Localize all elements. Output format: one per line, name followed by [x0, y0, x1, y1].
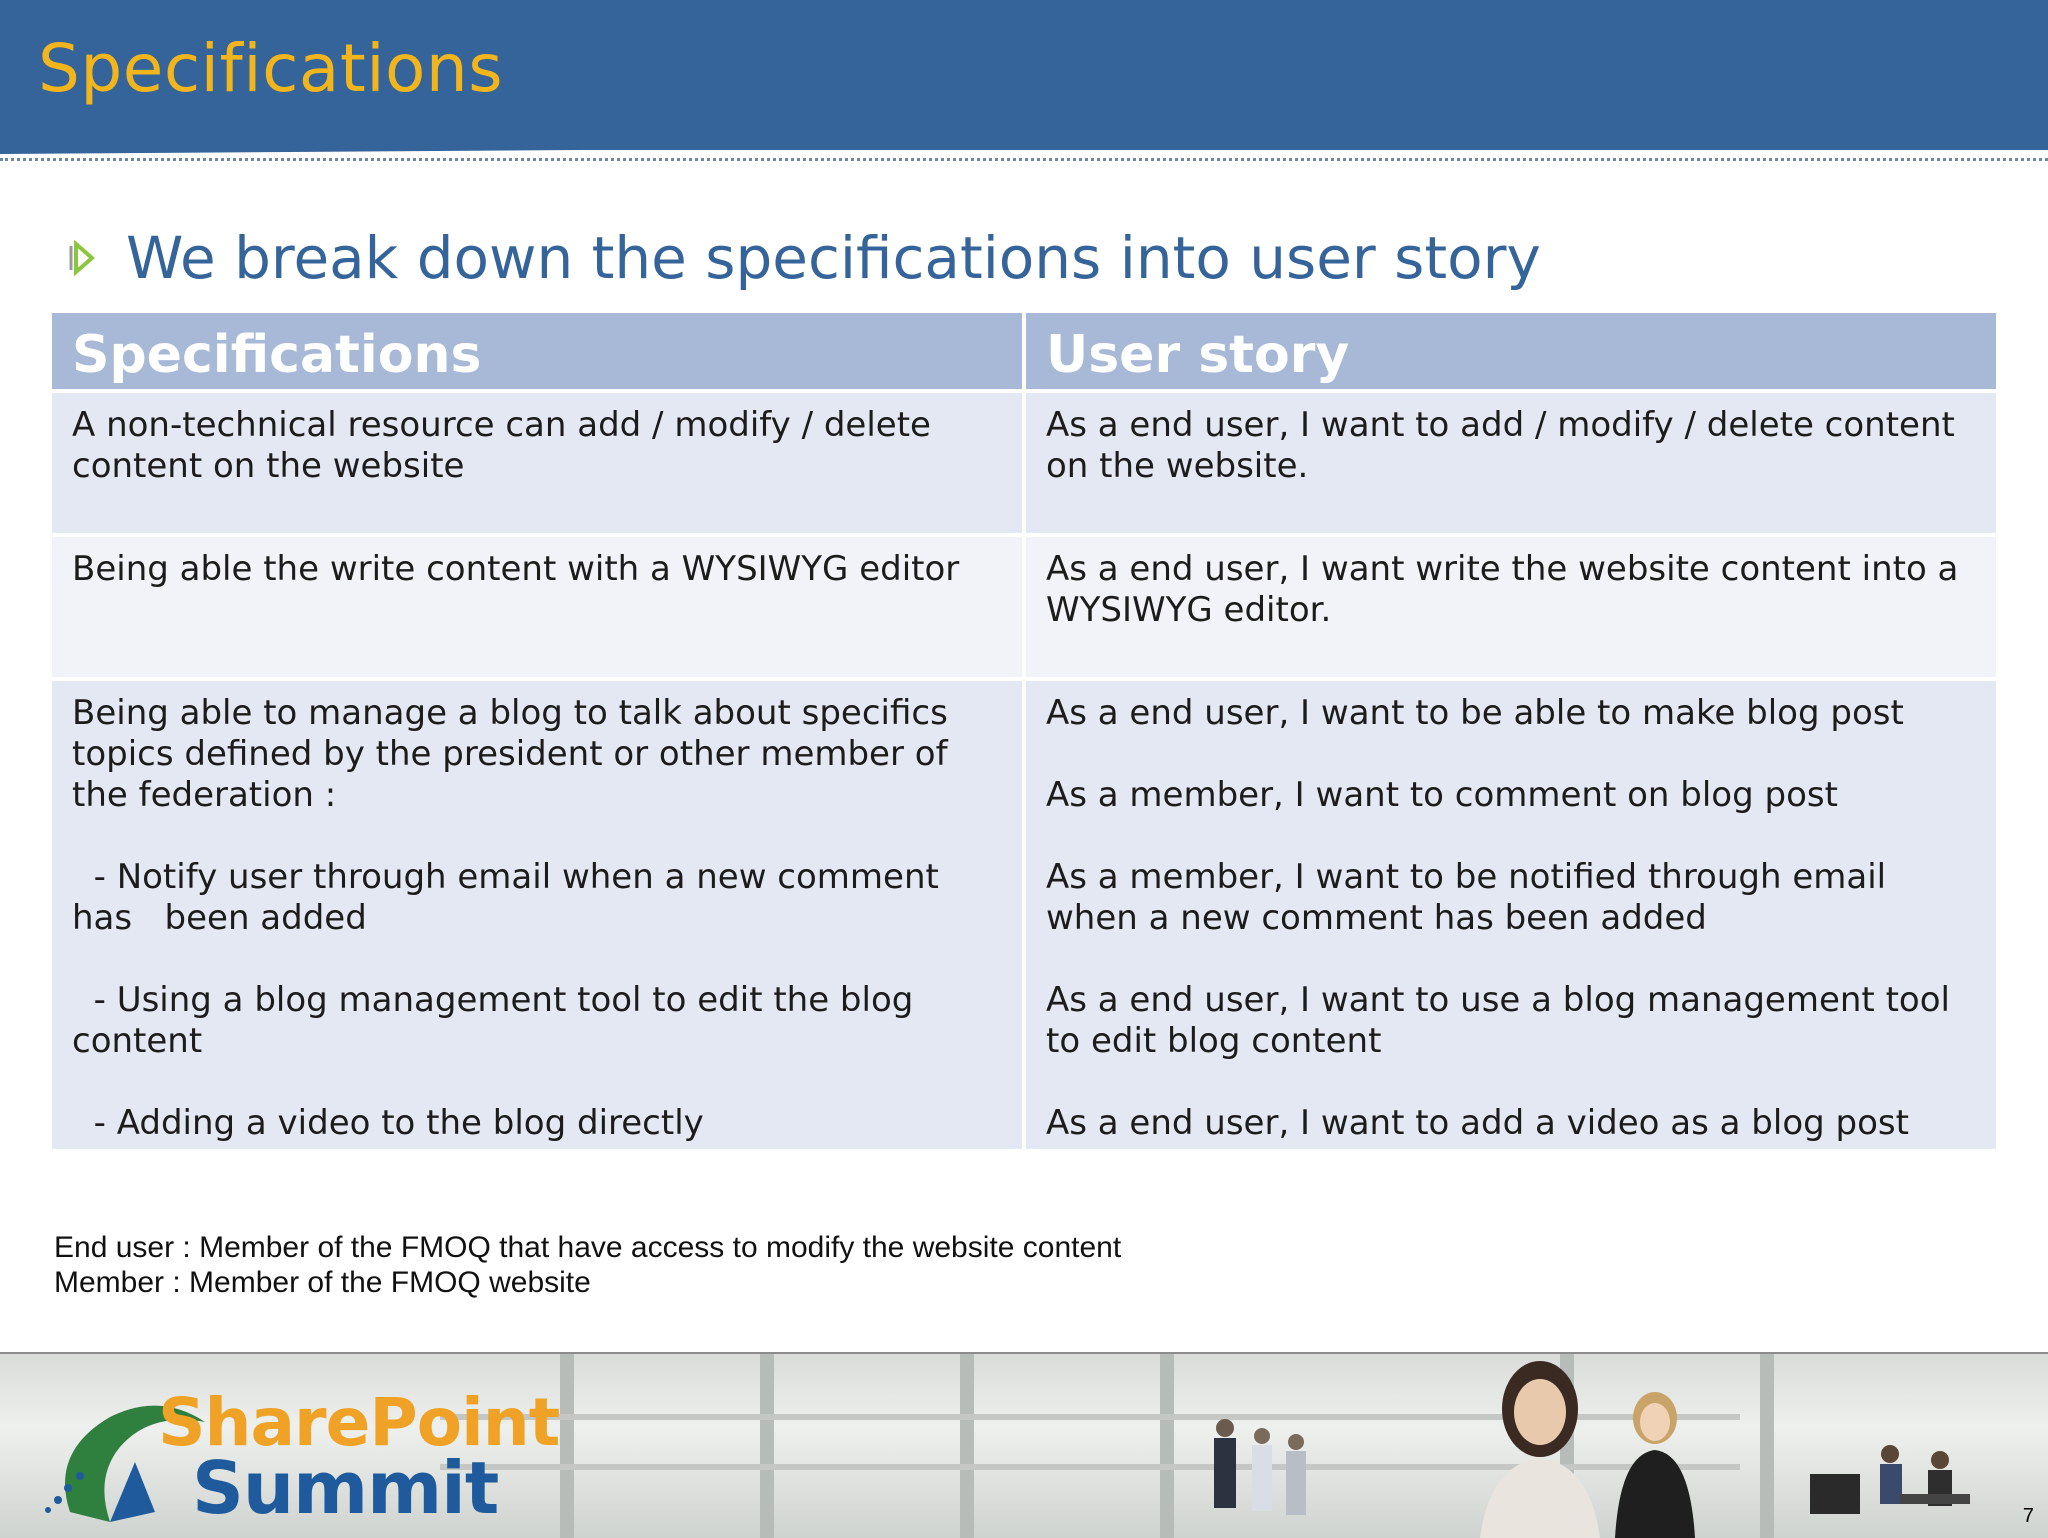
spec-line: Being able to manage a blog to talk about specifics topics defined by the president or other member of the federation : [72, 693, 948, 815]
spacer [72, 816, 1004, 857]
spec-cell [52, 393, 1026, 537]
footnote-member: Member : Member of the FMOQ website [54, 1266, 591, 1299]
story-line: As a end user, I want write the website content into a WYSIWYG editor. [1046, 549, 1959, 630]
story-line: As a member, I want to comment on blog post [1046, 775, 1838, 815]
spec-line: - Notify user through email when a new comment has been added [72, 857, 950, 938]
spacer [72, 1062, 1004, 1103]
logo-text-sharepoint: SharePoint [158, 1384, 560, 1461]
story-line: As a member, I want to be notified through email when a new comment has been added [1046, 857, 1887, 938]
story-cell [1026, 681, 1996, 1153]
header-user-story: User story [1026, 313, 1996, 393]
window-pillar [560, 1354, 574, 1538]
spec-table [52, 313, 1996, 1153]
story-cell [1026, 537, 1996, 681]
spec-cell [52, 537, 1026, 681]
title-bar-edge [0, 136, 2048, 156]
story-line: As a end user, I want to use a blog management tool to edit blog content [1046, 980, 1950, 1061]
title-divider [0, 158, 2048, 161]
footnote-end-user: End user : Member of the FMOQ that have access to modify the website content [54, 1231, 1122, 1264]
spacer [1046, 816, 1978, 857]
story-line: As a end user, I want to be able to make blog post [1046, 693, 1904, 733]
table-row [52, 393, 1996, 537]
table-header-row [52, 313, 1996, 393]
business-people-image [1200, 1414, 1320, 1538]
arrow-bullet-icon [68, 238, 96, 278]
footnotes [54, 1230, 1121, 1300]
header-specifications: Specifications [52, 313, 1026, 393]
window-pillar [960, 1354, 974, 1538]
story-line: As a end user, I want to add a video as a blog post [1046, 1103, 1909, 1143]
woman-arms-crossed-image [1600, 1384, 1710, 1538]
spacer [1046, 1062, 1978, 1103]
spec-line: Being able the write content with a WYSIWYG editor [72, 549, 960, 589]
logo-text-summit: Summit [192, 1446, 499, 1530]
page-number: 7 [2022, 1505, 2034, 1527]
spacer [72, 939, 1004, 980]
window-pillar [1760, 1354, 1774, 1538]
title-bar [0, 0, 2048, 150]
table-row [52, 537, 1996, 681]
footer-banner [0, 1352, 2048, 1538]
spec-line: - Adding a video to the blog directly [72, 1103, 704, 1143]
bullet-row [68, 224, 1541, 292]
window-pillar [1160, 1354, 1174, 1538]
spacer [1046, 939, 1978, 980]
bullet-text: We break down the specifications into user story [126, 224, 1541, 292]
window-pillar [760, 1354, 774, 1538]
slide-title: Specifications [38, 30, 504, 107]
spec-line: - Using a blog management tool to edit the blog content [72, 980, 925, 1061]
meeting-group-image [1800, 1424, 1990, 1538]
story-line: As a end user, I want to add / modify / delete content on the website. [1046, 405, 1955, 486]
spacer [1046, 734, 1978, 775]
woman-image [1460, 1354, 1620, 1538]
spec-line: A non-technical resource can add / modify / delete content on the website [72, 405, 931, 486]
table-row [52, 681, 1996, 1153]
spec-cell [52, 681, 1026, 1153]
sharepoint-summit-logo [40, 1384, 560, 1534]
story-cell [1026, 393, 1996, 537]
